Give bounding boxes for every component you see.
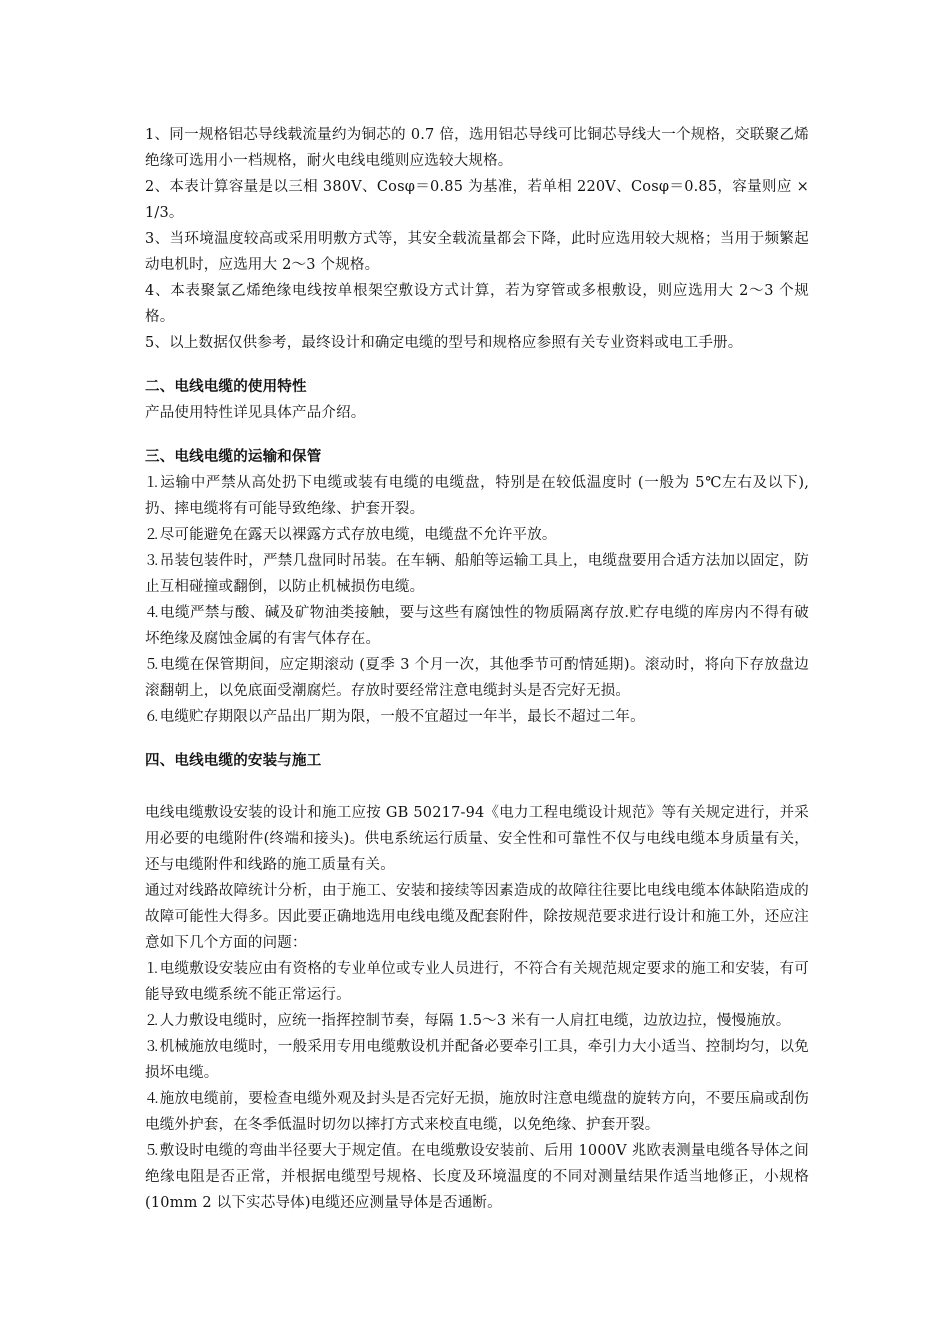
section-4-heading: 四、电线电缆的安装与施工	[145, 753, 322, 769]
note-1: 1、同一规格铝芯导线载流量约为铜芯的 0.7 倍，选用铝芯导线可比铜芯导线大一个规格，交联聚乙烯绝缘可选用小一档规格，耐火电线电缆则应选较大规格。	[145, 127, 809, 169]
section-3-item-4: ⒋电缆严禁与酸、碱及矿物油类接触，要与这些有腐蚀性的物质隔离存放.贮存电缆的库房内不得有破坏绝缘及腐蚀金属的有害气体存在。	[145, 605, 809, 647]
spacer	[145, 356, 809, 374]
section-2-heading: 二、电线电缆的使用特性	[145, 379, 307, 395]
section-2-body: 产品使用特性详见具体产品介绍。	[145, 405, 366, 421]
section-3-item-3: ⒊吊装包装件时，严禁几盘同时吊装。在车辆、船舶等运输工具上，电缆盘要用合适方法加以固定，防止互相碰撞或翻倒，以防止机械损伤电缆。	[145, 553, 809, 595]
section-4-intro-2: 通过对线路故障统计分析，由于施工、安装和接续等因素造成的故障往往要比电线电缆本体缺陷造成的故障可能性大得多。因此要正确地选用电线电缆及配套附件，除按规范要求进行设计和施工外，还应注意如下几个方面的问题：	[145, 883, 809, 951]
section-3-item-2: ⒉尽可能避免在露天以裸露方式存放电缆，电缆盘不允许平放。	[145, 527, 557, 543]
spacer	[145, 426, 809, 444]
spacer	[145, 774, 809, 800]
section-3-item-5: ⒌电缆在保管期间，应定期滚动 (夏季 3 个月一次，其他季节可酌情延期)。滚动时，将向下存放盘边滚翻朝上，以免底面受潮腐烂。存放时要经常注意电缆封头是否完好无损。	[145, 657, 809, 699]
section-3-item-1: ⒈运输中严禁从高处扔下电缆或装有电缆的电缆盘，特别是在较低温度时 (一般为 5℃左右及以下),扔、摔电缆将有可能导致绝缘、护套开裂。	[145, 475, 809, 517]
section-4-item-1: ⒈电缆敷设安装应由有资格的专业单位或专业人员进行，不符合有关规范规定要求的施工和安装，有可能导致电缆系统不能正常运行。	[145, 961, 809, 1003]
note-5: 5、以上数据仅供参考，最终设计和确定电缆的型号和规格应参照有关专业资料或电工手册。	[145, 335, 743, 351]
section-4-item-3: ⒊机械施放电缆时，一般采用专用电缆敷设机并配备必要牵引工具，牵引力大小适当、控制均匀，以免损坏电缆。	[145, 1039, 809, 1081]
section-3-item-6: ⒍电缆贮存期限以产品出厂期为限，一般不宜超过一年半，最长不超过二年。	[145, 709, 645, 725]
section-3-heading: 三、电线电缆的运输和保管	[145, 449, 322, 465]
note-4: 4、本表聚氯乙烯绝缘电线按单根架空敷设方式计算，若为穿管或多根敷设，则应选用大 2～3 个规格。	[145, 283, 809, 325]
spacer	[145, 730, 809, 748]
section-4-item-4: ⒋施放电缆前，要检查电缆外观及封头是否完好无损，施放时注意电缆盘的旋转方向，不要压扁或刮伤电缆外护套，在冬季低温时切勿以摔打方式来校直电缆，以免绝缘、护套开裂。	[145, 1091, 809, 1133]
document-page	[145, 122, 809, 1216]
section-4-item-2: ⒉人力敷设电缆时，应统一指挥控制节奏，每隔 1.5～3 米有一人肩扛电缆，边放边拉，慢慢施放。	[145, 1013, 791, 1029]
note-2: 2、本表计算容量是以三相 380V、Cosφ＝0.85 为基准，若单相 220V、Cosφ＝0.85，容量则应 × 1/3。	[145, 179, 809, 221]
section-4-intro-1: 电线电缆敷设安装的设计和施工应按 GB 50217-94《电力工程电缆设计规范》等有关规定进行，并采用必要的电缆附件(终端和接头)。供电系统运行质量、安全性和可靠性不仅与电线电缆本身质量有关，还与电缆附件和线路的施工质量有关。	[145, 805, 809, 873]
note-3: 3、当环境温度较高或采用明敷方式等，其安全载流量都会下降，此时应选用较大规格；当用于频繁起动电机时，应选用大 2～3 个规格。	[145, 231, 809, 273]
section-4-item-5: ⒌敷设时电缆的弯曲半径要大于规定值。在电缆敷设安装前、后用 1000V 兆欧表测量电缆各导体之间绝缘电阻是否正常，并根据电缆型号规格、长度及环境温度的不同对测量结果作适当地修正，小规格(10mm 2 以下实芯导体)电缆还应测量导体是否通断。	[145, 1143, 809, 1211]
